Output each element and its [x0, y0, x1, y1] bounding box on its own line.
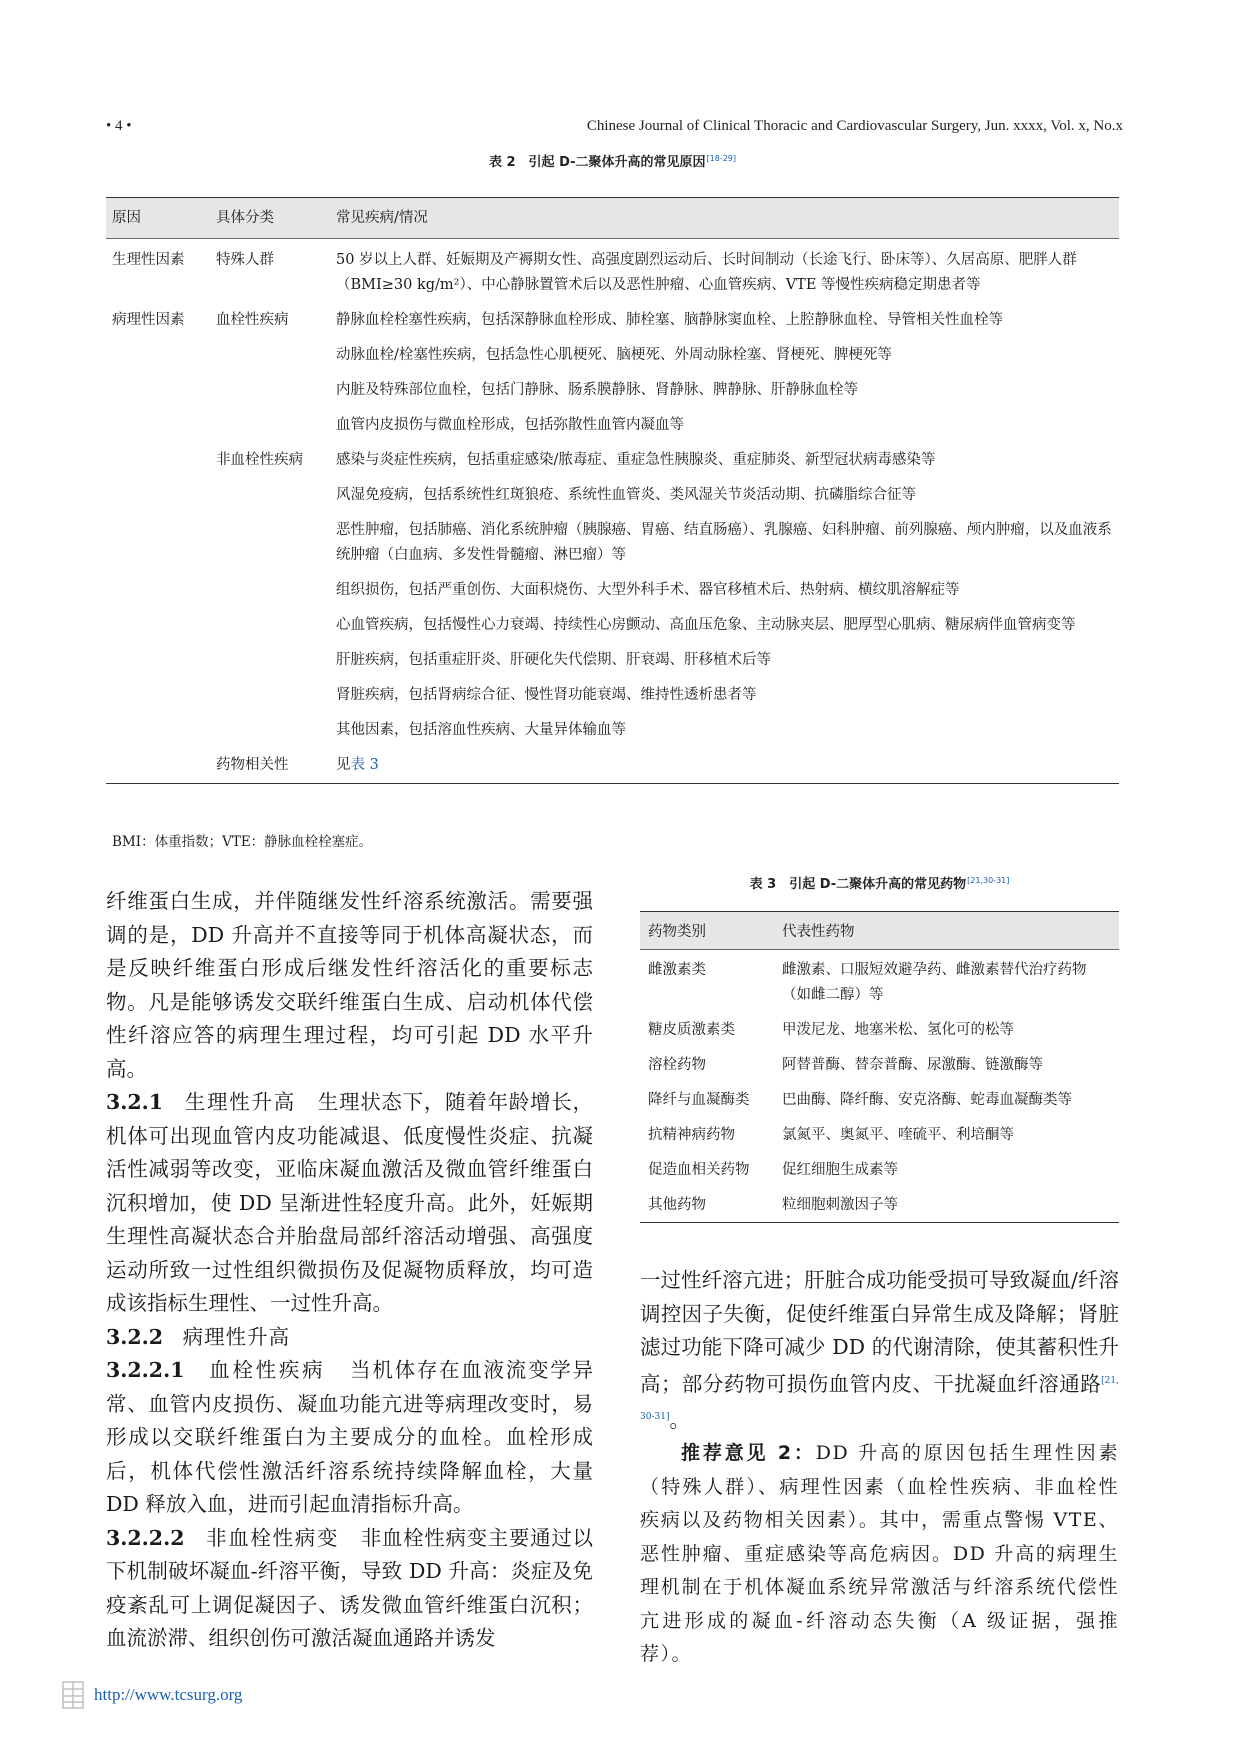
table-cell: 甲泼尼龙、地塞米松、氢化可的松等 — [782, 1022, 1014, 1038]
table-row — [106, 648, 1119, 673]
recommendation-label: 推荐意见 2： — [681, 1442, 816, 1465]
table-row — [106, 483, 1119, 508]
table-row — [106, 248, 1119, 298]
table3-caption-text: 表 3 引起 D-二聚体升高的常见药物 — [749, 877, 967, 892]
section-number: 3.2.2 — [106, 1324, 164, 1349]
table-cell: 血管内皮损伤与微血栓形成，包括弥散性血管内凝血等 — [336, 417, 684, 433]
table3-caption-ref[interactable]: [21,30-31] — [967, 875, 1010, 885]
section-number: 3.2.2.1 — [106, 1358, 185, 1382]
section-3-2-2-1 — [106, 1354, 593, 1522]
table-row — [640, 1123, 1119, 1148]
table2 — [106, 197, 1119, 784]
table-row — [640, 1193, 1119, 1218]
table3-header-row — [640, 911, 1119, 950]
table-row — [106, 413, 1119, 438]
section-title: 非血栓性病变 — [206, 1525, 340, 1550]
table-cell: 雌激素类 — [648, 962, 706, 978]
recommendation-text: DD 升高的原因包括生理性因素（特殊人群）、病理性因素（血栓性疾病、非血栓性疾病以及药物相关因素）。其中，需重点警惕 VTE、恶性肿瘤、重症感染等高危病因。DD 升高的病理生理机制在于机体凝血系统异常激活与纤溶系统代偿性亢进形成的凝血-纤溶动态失衡（A 级证据，强推荐）。 — [640, 1442, 1119, 1666]
table-cell: 阿替普酶、替奈普酶、尿激酶、链激酶等 — [782, 1057, 1043, 1073]
table-cell — [106, 518, 216, 568]
journal-header: Chinese Journal of Clinical Thoracic and Cardiovascular Surgery, Jun. xxxx, Vol. x, No.x — [586, 118, 1123, 134]
section-title: 病理性升高 — [182, 1324, 291, 1349]
page-number: • 4 • — [106, 118, 132, 134]
table-cell: 50 岁以上人群、妊娠期及产褥期女性、高强度剧烈运动后、长时间制动（长途飞行、卧床等）、久居高原、肥胖人群（BMI≥30 kg/m²）、中心静脉置管术后以及恶性肿瘤、心血管疾病、VTE 等慢性疾病稳定期患者等 — [336, 252, 1077, 293]
table-cell: 抗精神病药物 — [648, 1127, 735, 1143]
table-cell: 恶性肿瘤，包括肺癌、消化系统肿瘤（胰腺癌、胃癌、结直肠癌）、乳腺癌、妇科肿瘤、前列腺癌、颅内肿瘤，以及血液系统肿瘤（白血病、多发性骨髓瘤、淋巴瘤）等 — [336, 522, 1112, 563]
table-cell: 其他药物 — [648, 1197, 706, 1213]
table-row — [106, 718, 1119, 743]
table2-header-cell: 常见疾病/情况 — [336, 210, 428, 226]
paragraph-end: 。 — [669, 1407, 690, 1432]
table-cell — [106, 683, 216, 708]
table-row — [640, 958, 1119, 1008]
table-cell: 血栓性疾病 — [216, 312, 289, 328]
table-cell: 氯氮平、奥氮平、喹硫平、利培酮等 — [782, 1127, 1014, 1143]
journal-url-link[interactable]: http://www.tcsurg.org — [94, 1685, 243, 1704]
section-text: 生理状态下，随着年龄增长，机体可出现血管内皮功能减退、低度慢性炎症、抗凝活性减弱等改变，亚临床凝血激活及微血管纤维蛋白沉积增加，使 DD 呈渐进性轻度升高。此外，妊娠期生理性高凝状态合并胎盘局部纤溶活动增强、高强度运动所致一过性组织微损伤及促凝物质释放，均可造成该指标生理性、一过性升高。 — [106, 1090, 593, 1315]
table2-header-cell: 具体分类 — [216, 210, 274, 226]
table-cell: 特殊人群 — [216, 252, 274, 268]
table-cell: 动脉血栓/栓塞性疾病，包括急性心肌梗死、脑梗死、外周动脉栓塞、肾梗死、脾梗死等 — [336, 347, 892, 363]
table3 — [640, 911, 1119, 1223]
table-cell: 肾脏疾病，包括肾病综合征、慢性肾功能衰竭、维持性透析患者等 — [336, 687, 757, 703]
table-row — [640, 1088, 1119, 1113]
table-cell — [216, 683, 336, 708]
table-row — [640, 1053, 1119, 1078]
table-cell: 促红细胞生成素等 — [782, 1162, 898, 1178]
table-cell — [216, 718, 336, 743]
section-number: 3.2.2.2 — [106, 1525, 185, 1550]
table-cell — [106, 753, 216, 778]
recommendation — [640, 1437, 1119, 1672]
table-cell: 感染与炎症性疾病，包括重症感染/脓毒症、重症急性胰腺炎、重症肺炎、新型冠状病毒感染等 — [336, 452, 936, 468]
table2-caption — [106, 151, 1119, 170]
table-cell — [106, 413, 216, 438]
table-cell — [106, 613, 216, 638]
table-cell: 糖皮质激素类 — [648, 1022, 735, 1038]
table3-caption — [640, 873, 1119, 892]
section-3-2-2-2 — [106, 1522, 593, 1656]
table-cell: 非血栓性疾病 — [216, 452, 303, 468]
table-cell — [336, 753, 1119, 778]
table-cell — [106, 378, 216, 403]
table-cell: 巴曲酶、降纤酶、安克洛酶、蛇毒血凝酶类等 — [782, 1092, 1072, 1108]
table-row — [106, 343, 1119, 368]
table-row — [106, 683, 1119, 708]
table-cell: 静脉血栓栓塞性疾病，包括深静脉血栓形成、肺栓塞、脑静脉窦血栓、上腔静脉血栓、导管相关性血栓等 — [336, 312, 1003, 328]
paragraph-text: 一过性纤溶亢进；肝脏合成功能受损可导致凝血/纤溶调控因子失衡，促使纤维蛋白异常生成及降解；肾脏滤过功能下降可减少 DD 的代谢清除，使其蓄积性升高；部分药物可损伤血管内皮、干扰凝血纤溶通路 — [640, 1268, 1119, 1396]
table-cell — [216, 613, 336, 638]
section-3-2-1 — [106, 1086, 593, 1321]
cell-text: 见 — [336, 757, 351, 773]
table-cell — [216, 648, 336, 673]
table-cell — [216, 518, 336, 568]
table-cell — [106, 483, 216, 508]
table-row — [106, 448, 1119, 473]
table-cell: 内脏及特殊部位血栓，包括门静脉、肠系膜静脉、肾静脉、脾静脉、肝静脉血栓等 — [336, 382, 858, 398]
section-3-2-2 — [106, 1321, 593, 1355]
citation-link[interactable]: [21, 30-31] — [640, 1375, 1119, 1422]
section-title: 血栓性疾病 — [209, 1358, 326, 1382]
table2-note: BMI：体重指数；VTE：静脉血栓栓塞症。 — [112, 834, 373, 850]
table-cell — [216, 483, 336, 508]
table2-caption-text: 表 2 引起 D-二聚体升高的常见原因 — [488, 155, 706, 170]
table-row — [640, 1018, 1119, 1043]
table-cell: 粒细胞刺激因子等 — [782, 1197, 898, 1213]
table-row — [640, 1158, 1119, 1183]
table-cell: 病理性因素 — [112, 312, 185, 328]
table-cell: 雌激素、口服短效避孕药、雌激素替代治疗药物（如雌二醇）等 — [782, 962, 1087, 1003]
table-cell — [216, 578, 336, 603]
left-column — [106, 885, 593, 1656]
table-row — [106, 518, 1119, 568]
paragraph: 纤维蛋白生成，并伴随继发性纤溶系统激活。需要强调的是，DD 升高并不直接等同于机体高凝状态，而是反映纤维蛋白形成后继发性纤溶活化的重要标志物。凡是能够诱发交联纤维蛋白生成、启动机体代偿性纤溶应答的病理生理过程，均可引起 DD 水平升高。 — [106, 889, 593, 1081]
table-cell — [106, 343, 216, 368]
table3-body — [640, 950, 1119, 1223]
table-cell: 其他因素，包括溶血性疾病、大量异体输血等 — [336, 722, 626, 738]
paragraph — [640, 1264, 1119, 1437]
table-cell: 生理性因素 — [112, 252, 185, 268]
table3-header-cell: 代表性药物 — [782, 924, 855, 940]
table-cell — [106, 648, 216, 673]
table-row — [106, 753, 1119, 778]
table2-header-row — [106, 197, 1119, 239]
table2-body — [106, 239, 1119, 784]
table-cell: 药物相关性 — [216, 757, 289, 773]
right-column — [640, 1264, 1119, 1672]
section-number: 3.2.1 — [106, 1090, 164, 1114]
table-cell — [216, 343, 336, 368]
table2-caption-ref[interactable]: [18-29] — [706, 153, 737, 163]
footer — [60, 1680, 242, 1710]
table-cell — [216, 378, 336, 403]
table-cell — [106, 718, 216, 743]
table-cell: 溶栓药物 — [648, 1057, 706, 1073]
table2-header-cell: 原因 — [112, 210, 141, 226]
table-row — [106, 378, 1119, 403]
table-cell: 促造血相关药物 — [648, 1162, 750, 1178]
table3-header-cell: 药物类别 — [648, 924, 706, 940]
table-cell: 肝脏疾病，包括重症肝炎、肝硬化失代偿期、肝衰竭、肝移植术后等 — [336, 652, 771, 668]
table-cell: 心血管疾病，包括慢性心力衰竭、持续性心房颤动、高血压危象、主动脉夹层、肥厚型心肌病、糖尿病伴血管病变等 — [336, 617, 1076, 633]
section-title: 生理性升高 — [184, 1090, 296, 1114]
table-cell — [106, 578, 216, 603]
table3-link[interactable]: 表 3 — [350, 757, 379, 773]
table-cell — [216, 413, 336, 438]
table-row — [106, 613, 1119, 638]
table-cell: 风湿免疫病，包括系统性红斑狼疮、系统性血管炎、类风湿关节炎活动期、抗磷脂综合征等 — [336, 487, 916, 503]
table-row — [106, 578, 1119, 603]
journal-logo-icon — [60, 1680, 86, 1710]
table-row — [106, 308, 1119, 333]
section-text: 当机体存在血液流变学异常、血管内皮损伤、凝血功能亢进等病理改变时，易形成以交联纤维蛋白为主要成分的血栓。血栓形成后，机体代偿性激活纤溶系统持续降解血栓，大量 DD 释放入血，进而引起血清指标升高。 — [106, 1358, 593, 1516]
table-cell: 组织损伤，包括严重创伤、大面积烧伤、大型外科手术、器官移植术后、热射病、横纹肌溶解症等 — [336, 582, 960, 598]
table-cell — [106, 448, 216, 473]
section-text: 非血栓性病变主要通过以下机制破坏凝血-纤溶平衡，导致 DD 升高：炎症及免疫紊乱可上调促凝因子、诱发微血管纤维蛋白沉积；血流淤滞、组织创伤可激活凝血通路并诱发 — [106, 1525, 594, 1650]
table-cell: 降纤与血凝酶类 — [648, 1092, 750, 1108]
